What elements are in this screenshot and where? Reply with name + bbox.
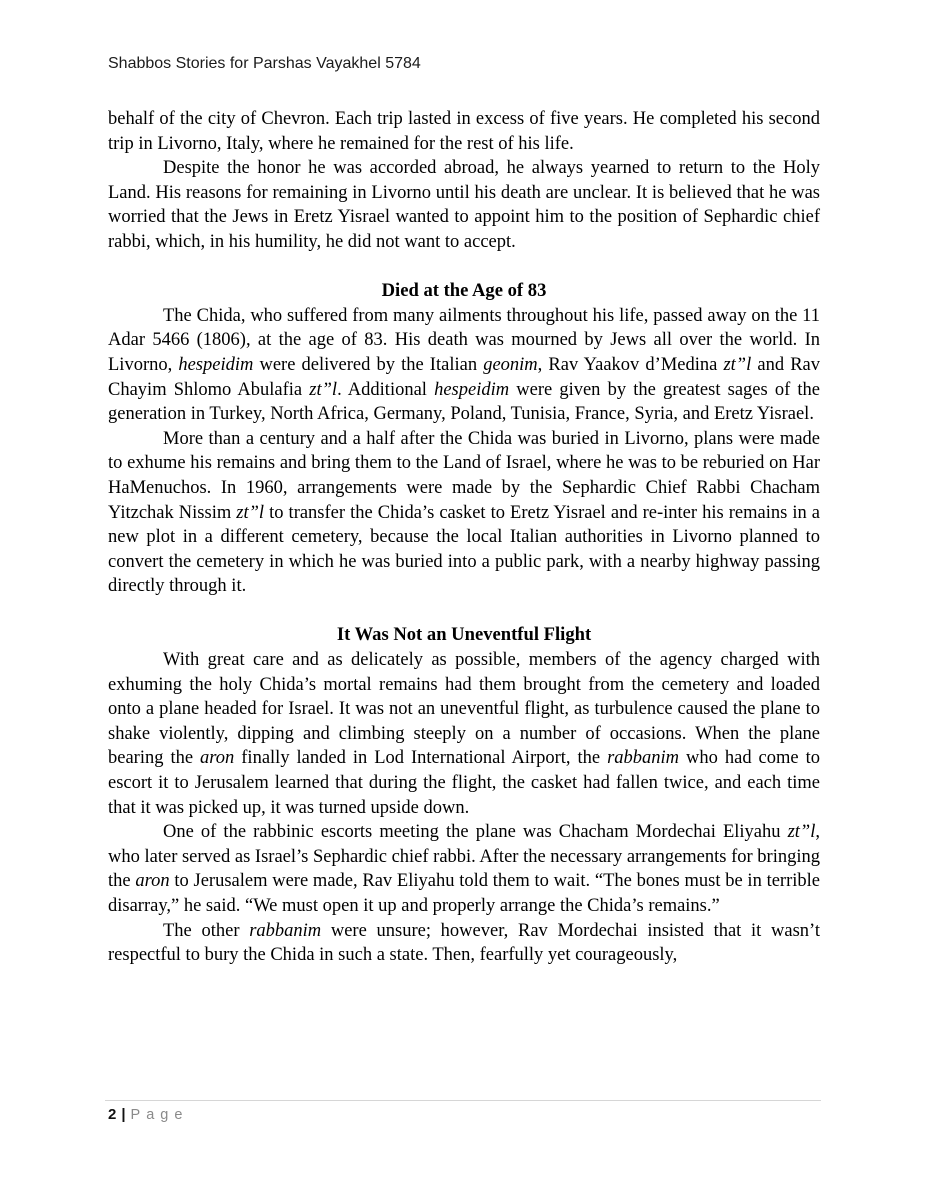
text-run: were given by the greatest sages of the generation in Turkey, North Africa, Germany, Poland, Tunisia, France, Syria, and Eretz Yisrael. — [108, 379, 820, 425]
page-footer — [108, 1106, 188, 1123]
text-run: With great care and as delicately as possible, members of the agency charged with exhuming the holy Chida’s mortal remains had them brought from the cemetery and loaded onto a plane headed for Israel. It was not an uneventful flight, as turbulence caused the plane to shake violently, dipping and climbing steeply on a number of occasions. When the plane bearing the — [108, 650, 820, 769]
text-run: who had come to escort it to Jerusalem learned that during the flight, the casket had fallen twice, and each time that it was picked up, it was turned upside down. — [108, 748, 820, 818]
paragraph — [108, 648, 820, 820]
document-title: Shabbos Stories for Parshas Vayakhel 5784 — [108, 55, 421, 72]
italic-text-run: aron — [200, 748, 235, 769]
text-run: , Rav Yaakov d’Medina — [537, 354, 724, 375]
footer-page-word: Page — [130, 1107, 189, 1123]
page-number: 2 — [108, 1106, 117, 1123]
text-run: to Jerusalem were made, Rav Eliyahu told them to wait. “The bones must be in terrible disarray,” he said. “We must open it up and properly arrange the Chida’s remains.” — [108, 871, 820, 916]
text-run: One of the rabbinic escorts meeting the plane was Chacham Mordechai Eliyahu — [163, 822, 788, 843]
section-heading: Died at the Age of 83 — [381, 280, 547, 302]
text-run: were unsure; however, Rav Mordechai insisted that it wasn’t respectful to bury the Chida in such a state. Then, fearfully yet courageously, — [108, 920, 820, 966]
text-run: The other — [163, 920, 250, 941]
paragraph — [108, 427, 820, 599]
paragraph — [108, 156, 820, 254]
text-run: behalf of the city of Chevron. Each trip lasted in excess of five years. He completed his second trip in Livorno, Italy, where he remained for the rest of his life. — [108, 109, 820, 154]
document-body — [108, 107, 820, 968]
italic-text-run: zt”l — [309, 379, 338, 400]
paragraph — [108, 820, 820, 918]
italic-text-run: aron — [135, 871, 170, 892]
italic-text-run: zt”l — [787, 822, 816, 843]
italic-text-run: zt”l — [723, 354, 752, 375]
text-run: Despite the honor he was accorded abroad, he always yearned to return to the Holy Land. His reasons for remaining in Livorno until his death are unclear. It is believed that he was worried that the Jews in Eretz Yisrael wanted to appoint him to the position of Sephardic chief rabbi, which, in his humility, he did not want to accept. — [108, 158, 820, 252]
text-run: , who later served as Israel’s Sephardic chief rabbi. After the necessary arrangements for bringing the — [108, 822, 820, 892]
section-heading: It Was Not an Uneventful Flight — [336, 624, 592, 646]
text-run: . Additional — [337, 379, 435, 400]
footer-separator: | — [121, 1106, 126, 1123]
text-run: to transfer the Chida’s casket to Eretz Yisrael and re-inter his remains in a new plot in a different cemetery, because the local Italian authorities in Livorno planned to convert the cemetery in which he was buried into a public park, with a nearby highway passing directly through it. — [108, 502, 820, 597]
italic-text-run: zt”l — [236, 502, 265, 523]
page-header — [108, 55, 421, 73]
text-run: More than a century and a half after the Chida was buried in Livorno, plans were made to exhume his remains and bring them to the Land of Israel, where he was to be reburied on Har HaMenuchos. In 1960, arrangements were made by the Sephardic Chief Rabbi Chacham Yitzchak Nissim — [108, 428, 820, 523]
italic-text-run: hespeidim — [434, 379, 510, 400]
italic-text-run: geonim — [483, 354, 538, 375]
text-run: were delivered by the Italian — [253, 354, 484, 375]
text-run: The Chida, who suffered from many ailments throughout his life, passed away on the 11 Adar 5466 (1806), at the age of 83. His death was mourned by Jews all over the world. In Livorno, — [108, 305, 820, 375]
paragraph — [108, 919, 820, 968]
italic-text-run: hespeidim — [178, 354, 254, 375]
italic-text-run: rabbanim — [249, 920, 322, 941]
italic-text-run: rabbanim — [607, 748, 680, 769]
paragraph — [108, 304, 820, 427]
footer-divider — [105, 1100, 821, 1101]
text-run: finally landed in Lod International Airport, the — [234, 748, 608, 769]
paragraph — [108, 107, 820, 156]
text-run: and Rav Chayim Shlomo Abulafia — [108, 354, 820, 400]
